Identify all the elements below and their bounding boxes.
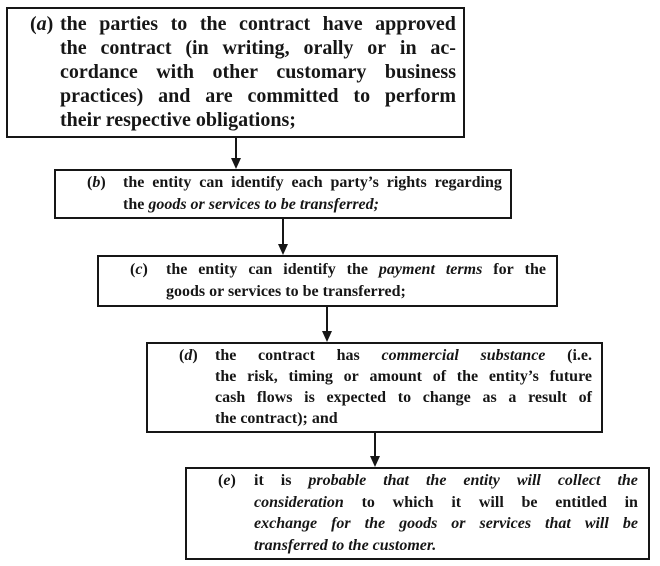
flow-box-a-content	[8, 9, 463, 136]
box-label-c: (c)	[130, 261, 148, 278]
flow-arrow-d-to-e	[374, 433, 376, 456]
flow-arrow-a-to-b	[235, 138, 237, 158]
flow-arrow-c-to-d	[326, 307, 328, 331]
flow-box-c	[97, 255, 558, 307]
flow-box-c-content	[99, 257, 556, 305]
flow-box-e	[185, 467, 650, 560]
box-text-b: the entity can identify each party’s rights regarding the goods or services to be transferred;	[123, 174, 502, 213]
box-label-a: (a)	[30, 13, 54, 35]
box-text-a: the parties to the contract have approved the contract (in writing, orally or in ac- cordance with other customary business practices) and are committed to perform their respective obligations;	[60, 13, 456, 131]
flow-box-e-content	[187, 469, 648, 558]
box-label-e: (e)	[218, 472, 236, 489]
flow-box-d	[146, 342, 603, 433]
box-text-c: the entity can identify the payment terms for the goods or services to be transferred;	[166, 261, 546, 300]
flow-box-a	[6, 7, 465, 138]
flow-box-d-content	[148, 344, 601, 431]
flow-box-b-content	[56, 171, 510, 217]
box-label-d: (d)	[179, 347, 198, 364]
box-text-e: it is probable that the entity will collect the consideration to which it will be entitled in exchange for the goods or services that will be transferred to the customer.	[254, 472, 638, 554]
flow-box-b	[54, 169, 512, 219]
box-label-b: (b)	[87, 174, 106, 191]
box-text-d: the contract has commercial substance (i.e. the risk, timing or amount of the entity’s future cash flows is expected to change as a result of the contract); and	[215, 347, 592, 427]
flow-arrow-b-to-c	[282, 219, 284, 244]
